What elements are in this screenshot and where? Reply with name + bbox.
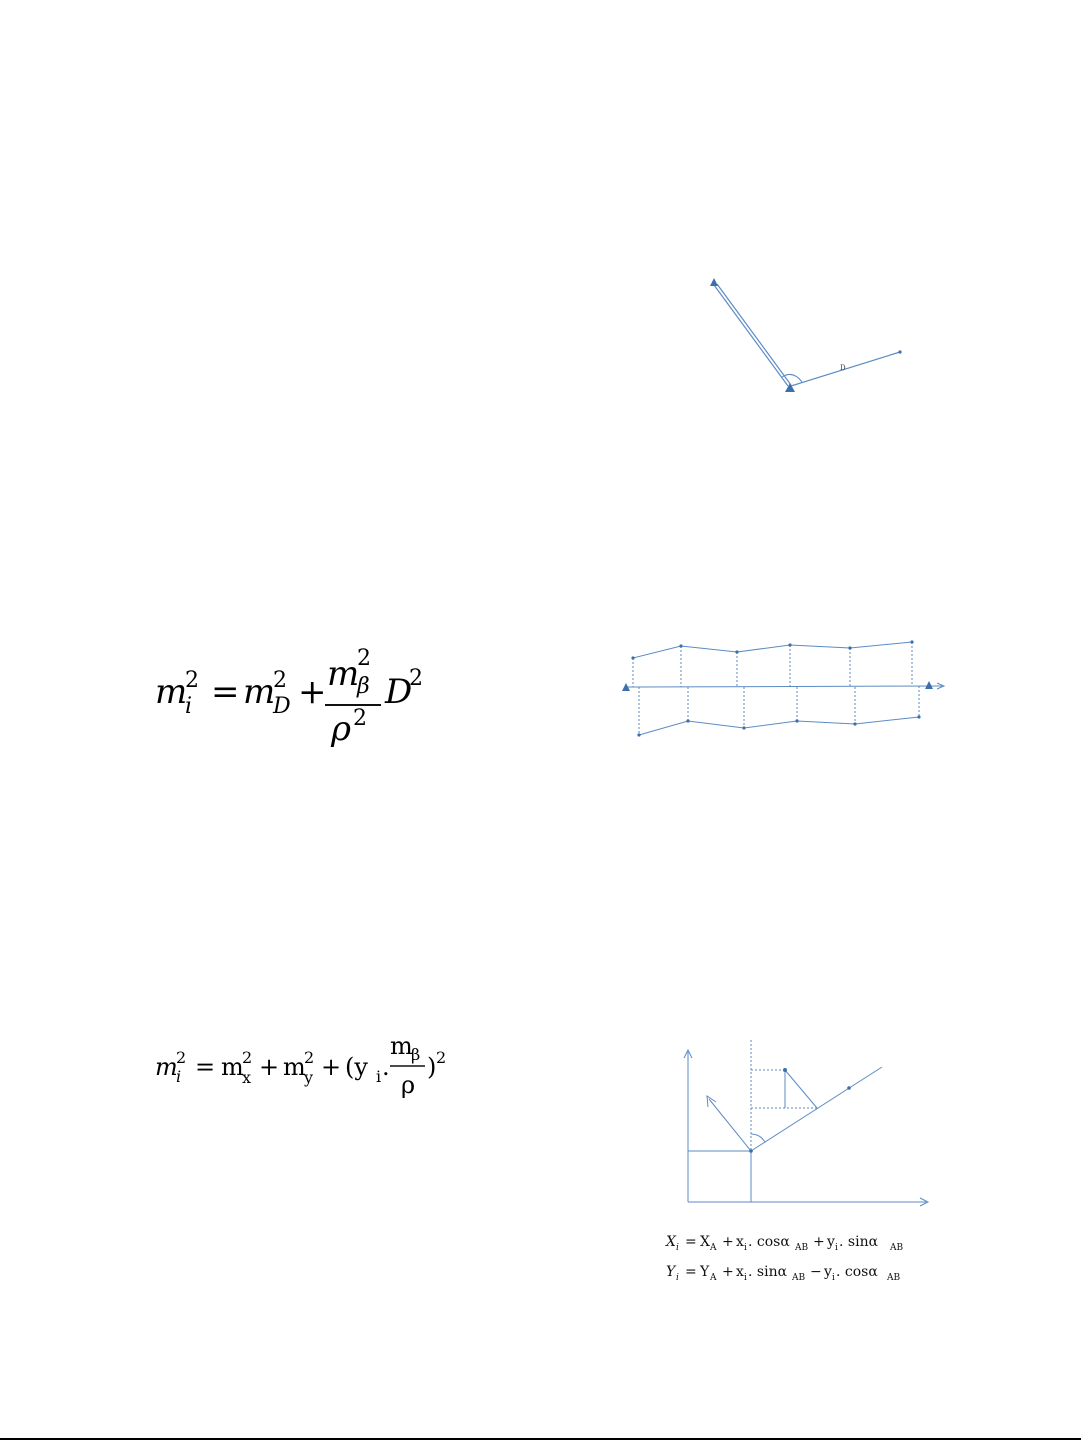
f2-b-base: m (283, 1053, 306, 1081)
svg-text:i: i (676, 1273, 679, 1283)
svg-text:AB: AB (795, 1243, 809, 1253)
svg-text:i: i (744, 1243, 747, 1253)
svg-text:=: = (685, 1264, 697, 1280)
distance-label: D (840, 364, 846, 372)
grid-points (631, 640, 920, 736)
svg-text:y: y (827, 1234, 835, 1250)
point-b (847, 1086, 851, 1090)
f2-dot: . (382, 1053, 390, 1081)
svg-text:Y: Y (666, 1264, 676, 1280)
f1-lhs-base: m (155, 672, 188, 712)
svg-text:AB: AB (792, 1273, 806, 1283)
svg-text:X: X (700, 1234, 710, 1250)
angle-arc (751, 1134, 765, 1142)
traverse-grid-diagram (615, 635, 950, 745)
f2-y-sub: i (376, 1067, 382, 1086)
svg-text:+: + (722, 1264, 734, 1280)
svg-text:. cosα: . cosα (748, 1234, 790, 1250)
f2-a-base: m (221, 1053, 244, 1081)
azimuth-arrow-line (709, 1099, 751, 1151)
transform-equation-y (666, 1264, 900, 1283)
baseline (625, 686, 942, 687)
svg-text:. cosα: . cosα (836, 1264, 878, 1280)
svg-text:A: A (710, 1273, 717, 1283)
f1-term1-base: m (243, 672, 276, 712)
svg-text:. sinα: . sinα (839, 1234, 879, 1250)
f2-lhs-base: m (155, 1053, 178, 1081)
f1-term1-sup: 2 (273, 668, 287, 693)
svg-text:X: X (666, 1234, 676, 1250)
svg-text:−: − (810, 1264, 822, 1280)
f2-a-sub: x (242, 1068, 252, 1087)
baseline-ab (751, 1067, 882, 1151)
formula-coordinate-transform (664, 1228, 924, 1290)
f2-open: (y (345, 1053, 368, 1081)
svg-text:+: + (722, 1234, 734, 1250)
f2-close-sup: 2 (436, 1048, 447, 1067)
upper-polyline (633, 642, 912, 658)
transform-equation-x (665, 1234, 903, 1253)
svg-text:=: = (685, 1234, 697, 1250)
f2-a-sup: 2 (242, 1048, 253, 1067)
svg-text:AB: AB (890, 1243, 904, 1253)
f2-num-sub: β (411, 1045, 421, 1064)
coordinate-transform-diagram (675, 1035, 935, 1210)
f2-close: ) (427, 1053, 437, 1081)
origin-point-a (749, 1149, 753, 1153)
svg-text:+: + (813, 1234, 825, 1250)
detail-point-i (783, 1068, 787, 1072)
f1-tail-sup: 2 (409, 666, 423, 691)
f1-equals: = (211, 672, 240, 712)
page-bottom-rule (0, 1438, 1081, 1440)
station-triangle-right (925, 681, 933, 689)
f2-lhs-sup: 2 (176, 1048, 187, 1067)
svg-text:x: x (736, 1234, 744, 1250)
svg-text:AB: AB (887, 1273, 901, 1283)
formula-offset-error (155, 1030, 465, 1105)
backsight-line (714, 284, 791, 386)
svg-text:A: A (710, 1243, 717, 1253)
f1-num-sup: 2 (357, 646, 371, 671)
angle-arc (782, 374, 802, 382)
station-triangle-top (710, 278, 718, 286)
polar-method-diagram (690, 270, 920, 405)
svg-text:y: y (824, 1264, 832, 1280)
f2-num-base: m (390, 1032, 413, 1060)
f1-plus: + (298, 672, 327, 712)
svg-text:x: x (736, 1264, 744, 1280)
svg-text:i: i (832, 1273, 835, 1283)
detail-point (898, 350, 901, 353)
f2-equals: = (195, 1053, 216, 1081)
f2-b-sup: 2 (304, 1048, 315, 1067)
f2-b-sub: y (304, 1068, 314, 1087)
f2-plus2: + (321, 1053, 342, 1081)
f1-lhs-sup: 2 (185, 668, 199, 693)
svg-text:i: i (676, 1243, 679, 1253)
f2-den: ρ (401, 1071, 416, 1099)
svg-text:i: i (835, 1243, 838, 1253)
f2-plus1: + (259, 1053, 280, 1081)
f1-term1-sub: D (273, 694, 291, 719)
svg-text:i: i (744, 1273, 747, 1283)
f1-lhs-sub: i (185, 694, 193, 719)
perpendicular-offset (785, 1070, 817, 1108)
f1-num-base: m (327, 654, 360, 694)
f1-den-base: ρ (331, 709, 351, 749)
lower-polyline (639, 717, 919, 735)
f1-den-sup: 2 (353, 706, 367, 731)
f1-tail-base: D (385, 672, 413, 712)
formula-polar-error (155, 645, 425, 765)
svg-text:. sinα: . sinα (748, 1264, 788, 1280)
f1-num-sub: β (357, 674, 370, 699)
f2-lhs-sub: i (176, 1067, 182, 1086)
offset-lines (633, 642, 919, 735)
svg-text:Y: Y (700, 1264, 710, 1280)
